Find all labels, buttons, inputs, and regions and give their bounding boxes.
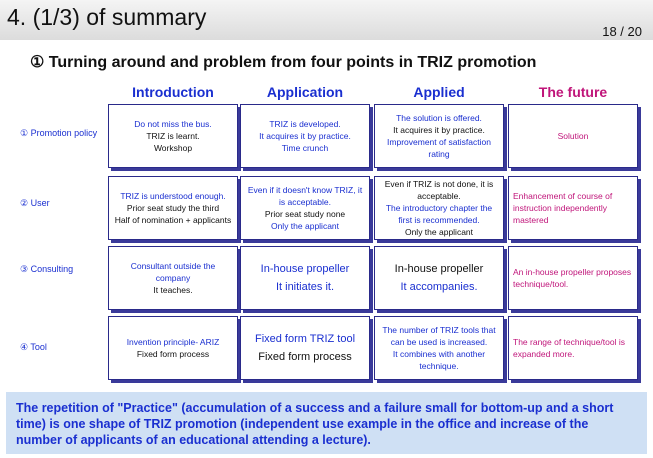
cell-text: It initiates it. [275, 281, 335, 293]
cell-text: Workshop [153, 143, 193, 153]
cell-text: Improvement of satisfaction rating [387, 137, 491, 159]
cell-text: Invention principle- ARIZ [126, 337, 220, 347]
table-cell [374, 104, 504, 168]
cell-text: Prior seat study the third [126, 203, 220, 213]
cell-text: The introductory chapter the first is recommended. [385, 203, 493, 225]
cell-text: Prior seat study none [264, 209, 346, 219]
cell-text: An in-house propeller proposes technique/tool. [513, 267, 632, 289]
cell-text: Fixed form TRIZ tool [254, 333, 356, 345]
cell-text: It acquires it by practice. [393, 125, 485, 135]
table-cell [508, 176, 638, 240]
cell-text: Only the applicant [270, 221, 340, 231]
cell-text: Solution [557, 131, 589, 141]
column-header-application: Application [266, 84, 344, 100]
cell-text: Even if TRIZ is not done, it is acceptable. [384, 179, 494, 201]
table-cell [240, 104, 370, 168]
table-cell [108, 104, 238, 168]
cell-text: The range of technique/tool is expanded more. [513, 337, 625, 359]
table-cell [108, 246, 238, 310]
row-label: ④ Tool [20, 342, 47, 352]
cell-text: It acquires it by practice. [259, 131, 351, 141]
column-header-the-future: The future [538, 84, 608, 100]
table-cell [374, 246, 504, 310]
cell-text: It teaches. [153, 285, 193, 295]
cell-text: Fixed form process [136, 349, 210, 359]
table-cell [508, 316, 638, 380]
row-label: ① Promotion policy [20, 128, 98, 138]
table-cell [374, 176, 504, 240]
cell-text: TRIZ is understood enough. [120, 191, 226, 201]
table-cell [108, 316, 238, 380]
section-subtitle: ① Turning around and problem from four points in TRIZ promotion [30, 54, 537, 71]
cell-text: Enhancement of course of instruction independently mastered [513, 191, 613, 225]
cell-text: Do not miss the bus. [134, 119, 212, 129]
table-cell [374, 316, 504, 380]
table-cell [508, 104, 638, 168]
row-label: ② User [20, 198, 50, 208]
cell-text: TRIZ is developed. [269, 119, 341, 129]
cell-text: TRIZ is learnt. [146, 131, 200, 141]
cell-text: It combines with another technique. [392, 349, 486, 371]
table-cell [240, 176, 370, 240]
cell-text: Even if it doesn't know TRIZ, it is acceptable. [247, 185, 363, 207]
cell-text: The solution is offered. [396, 113, 482, 123]
cell-text: Fixed form process [258, 351, 352, 363]
cell-text: The number of TRIZ tools that can be used is increased. [382, 325, 496, 347]
row-label: ③ Consulting [20, 264, 74, 274]
cell-text: Consultant outside the company [130, 261, 216, 283]
slide-title: 4. (1/3) of summary [7, 4, 207, 30]
table-cell [240, 316, 370, 380]
cell-text: In-house propeller [260, 263, 350, 275]
title-bar [0, 0, 653, 40]
table-cell [508, 246, 638, 310]
page-number: 18 / 20 [602, 24, 642, 39]
summary-footer: The repetition of "Practice" (accumulation of a success and a failure small for bottom-up and a short time) is one shape of TRIZ promotion (independent use example in the office and increase of the number of applicants of an educational attending a lecture). [6, 392, 647, 454]
column-header-applied: Applied [413, 84, 465, 100]
cell-text: In-house propeller [394, 263, 484, 275]
cell-text: Only the applicant [404, 227, 474, 237]
cell-text: Half of nomination + applicants [114, 215, 232, 225]
cell-text: Time crunch [281, 143, 329, 153]
column-header-introduction: Introduction [132, 84, 214, 100]
table-cell [108, 176, 238, 240]
cell-text: It accompanies. [400, 281, 478, 293]
table-cell [240, 246, 370, 310]
